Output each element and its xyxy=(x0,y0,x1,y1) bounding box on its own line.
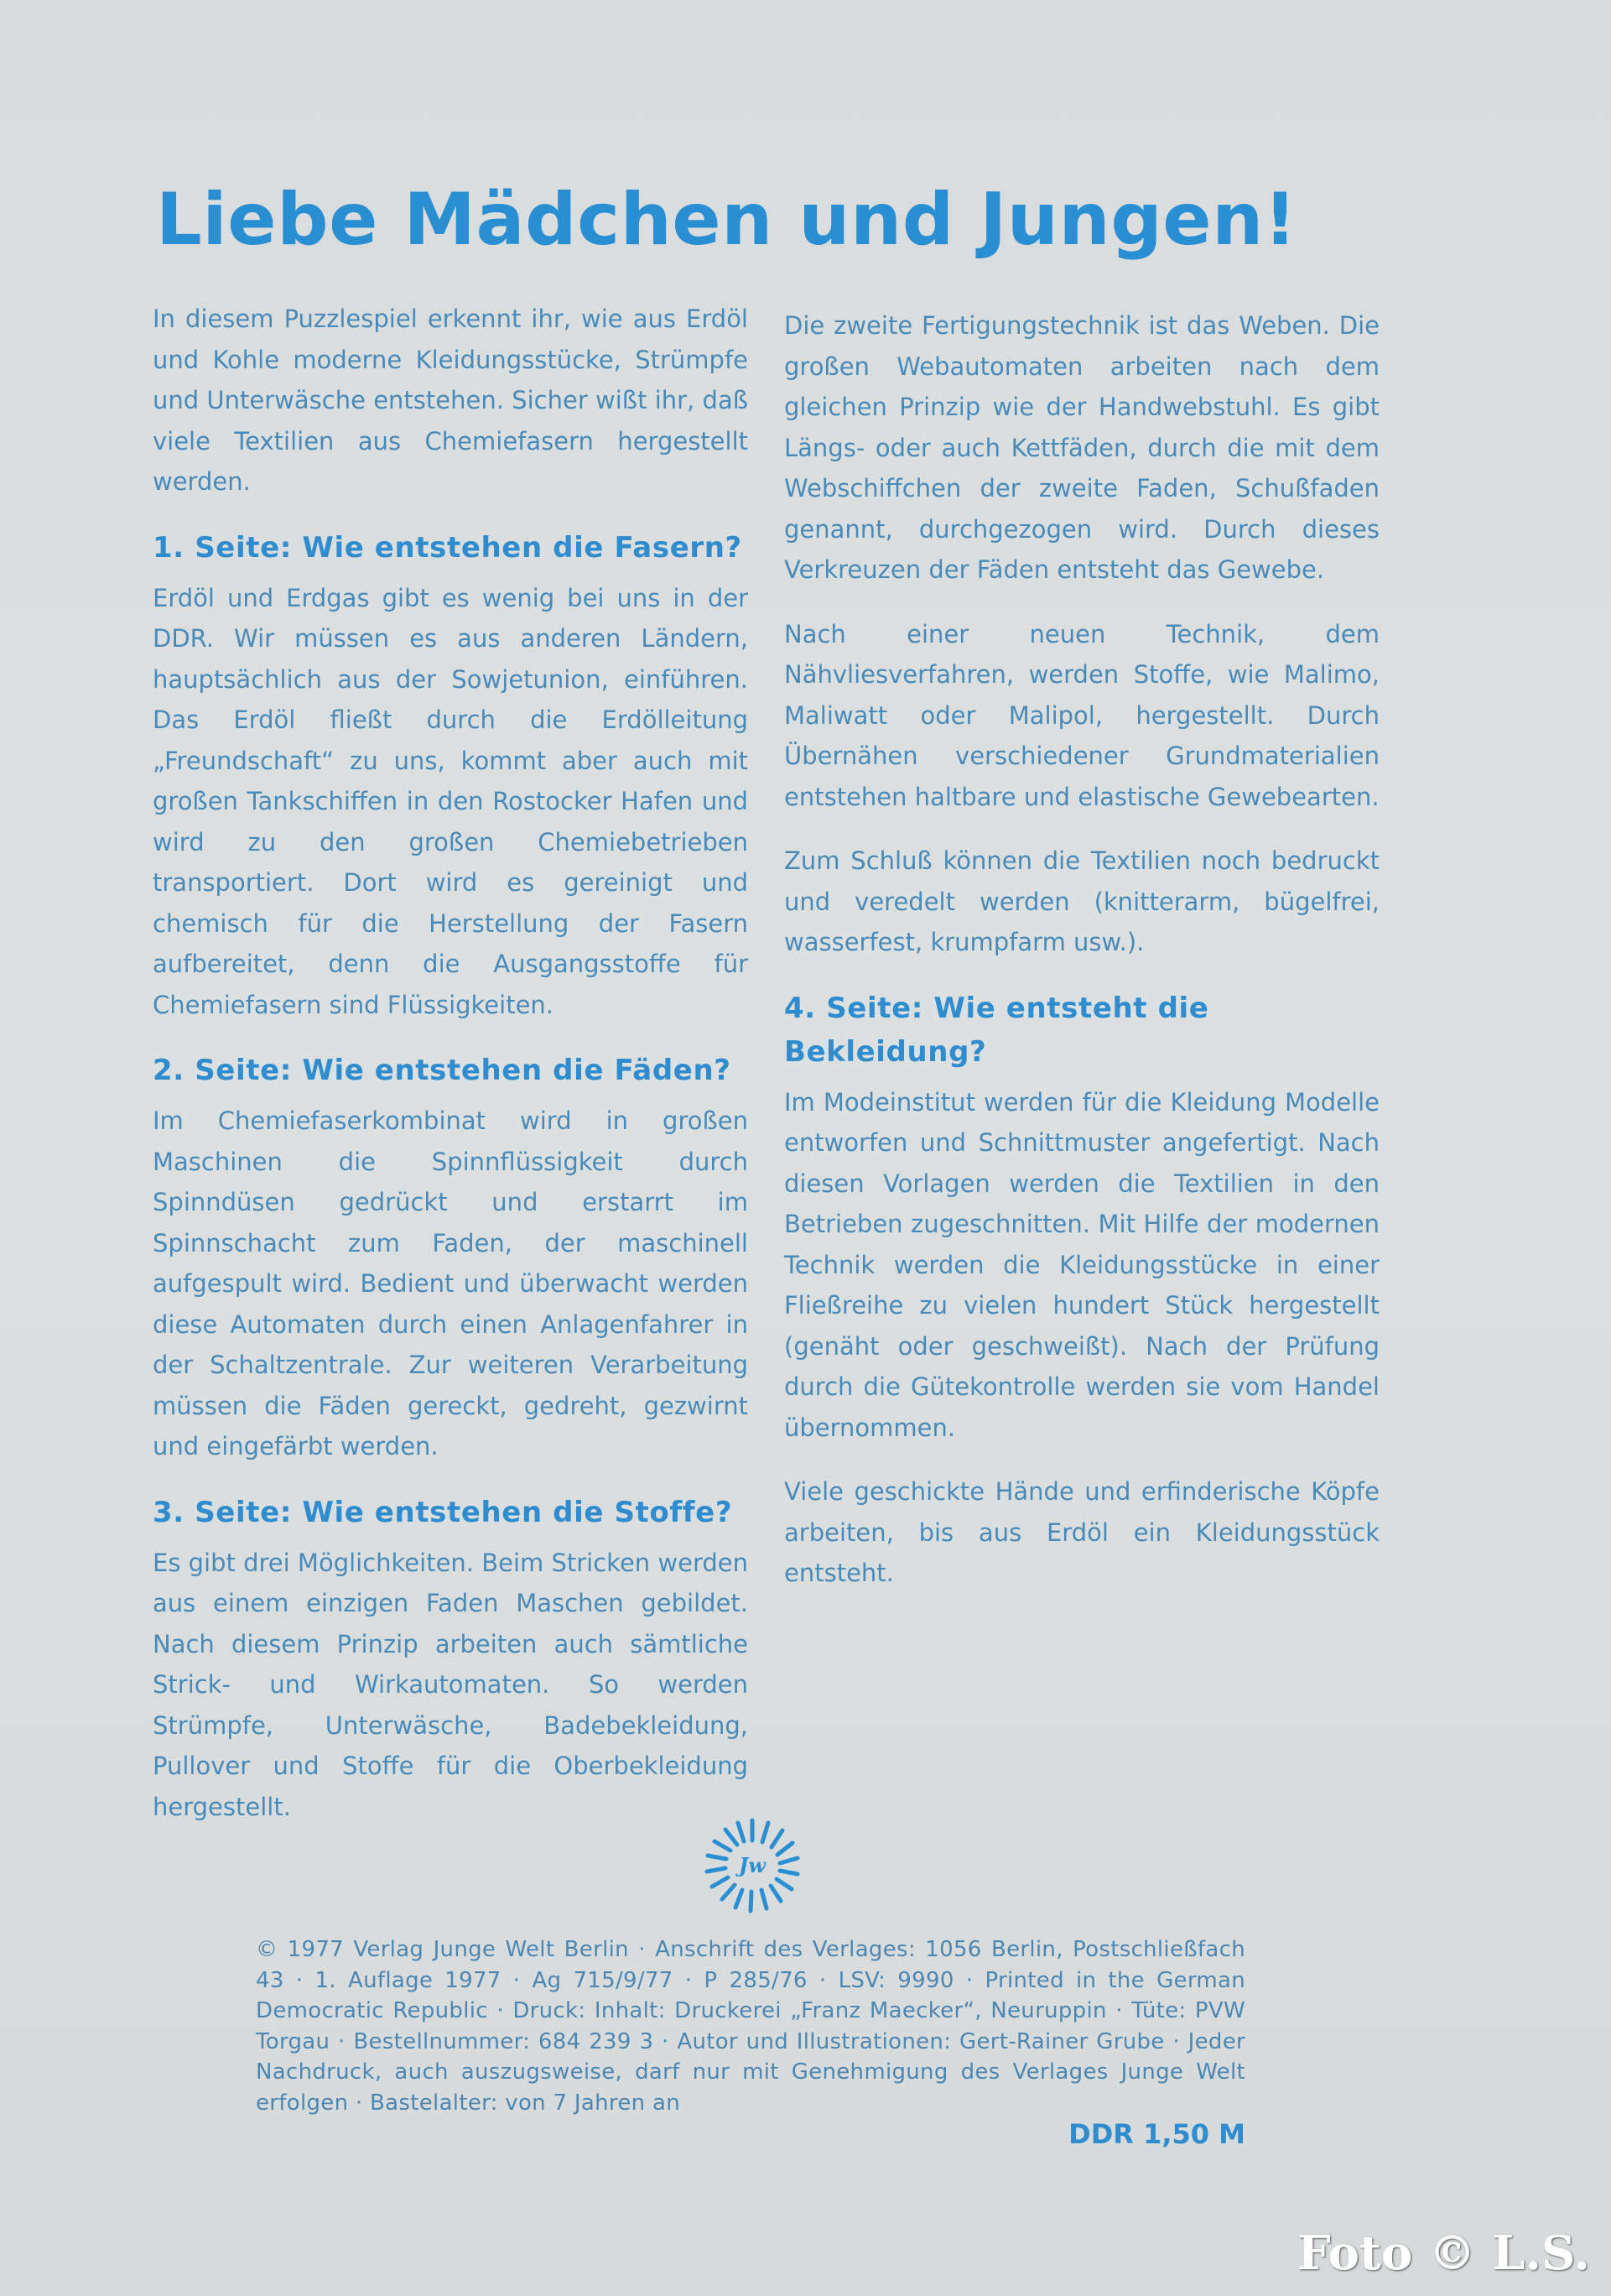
logo-lettering: Jw xyxy=(738,1853,767,1877)
photo-credit-watermark: Foto © L.S. xyxy=(1297,2226,1590,2281)
section-3-paragraph-4: Zum Schluß können die Textilien noch bedruckt und veredelt werden (knitterarm, bügelfrei, wasserfest, krumpfarm usw.). xyxy=(784,846,1380,956)
section-1-heading: 1. Seite: Wie entstehen die Fasern? xyxy=(153,530,742,565)
section-3-paragraph-1: Es gibt drei Möglichkeiten. Beim Stricken werden aus einem einzigen Faden Maschen gebildet. Nach diesem Prinzip arbeiten auch sämtliche Strick- und Wirkautomaten. So werden Strümpfe, Unterwäsche, Badebekleidung, Pullover und Stoffe für die Oberbekleidung hergestellt. xyxy=(153,1548,748,1821)
intro-paragraph: In diesem Puzzlespiel erkennt ihr, wie aus Erdöl und Kohle moderne Kleidungsstücke, Strümpfe und Unterwäsche entstehen. Sicher wißt ihr, daß viele Textilien aus Chemiefasern hergestellt werden. xyxy=(153,305,748,496)
section-4-paragraph-2: Viele geschickte Hände und erfinderische Köpfe arbeiten, bis aus Erdöl ein Kleidungsstück entsteht. xyxy=(784,1477,1380,1587)
section-1-paragraph-1: Erdöl und Erdgas gibt es wenig bei uns in der DDR. Wir müssen es aus anderen Ländern, hauptsächlich aus der Sowjetunion, einführen. Das Erdöl fließt durch die Erdölleitung „Freundschaft“ zu uns, kommt aber auch mit großen Tankschiffen in den Rostocker Hafen und wird zu den großen Chemiebetrieben transportiert. Dort wird es gereinigt und chemisch für die Herstellung der Fasern aufbereitet, denn die Ausgangsstoffe für Chemiefasern sind Flüssigkeiten. xyxy=(153,583,748,1019)
text-column-left xyxy=(153,299,748,1851)
price-label: DDR 1,50 M xyxy=(1068,2118,1245,2150)
junge-welt-logo-icon xyxy=(698,1812,807,1921)
section-4-heading: 4. Seite: Wie entsteht die Bekleidung? xyxy=(784,991,1209,1069)
section-2-heading: 2. Seite: Wie entstehen die Fäden? xyxy=(153,1054,731,1087)
section-3-paragraph-2: Die zweite Fertigungstechnik ist das Weben. Die großen Webautomaten arbeiten nach dem gleichen Prinzip wie der Handwebstuhl. Es gibt Längs- oder auch Kettfäden, durch die mit dem Webschiffchen der zweite Faden, Schußfaden genannt, durchgezogen wird. Durch dieses Verkreuzen der Fäden entsteht das Gewebe. xyxy=(784,311,1380,584)
text-column-right xyxy=(784,305,1380,1617)
imprint-text: © 1977 Verlag Junge Welt Berlin · Anschrift des Verlages: 1056 Berlin, Postschließfach 43 · 1. Auflage 1977 · Ag 715/9/77 · P 285/76 · LSV: 9990 · Printed in the German Democratic Republic · Druck: Inhalt: Druckerei „Franz Maecker“, Neuruppin · Tüte: PVW Torgau · Bestellnummer: 684 239 3 · Autor und Illustrationen: Gert-Rainer Grube · Jeder Nachdruck, auch auszugsweise, darf nur mit Genehmigung des Verlages Junge Welt erfolgen · Bastelalter: von 7 Jahren an xyxy=(256,1937,1245,2116)
section-2-paragraph-1: Im Chemiefaserkombinat wird in großen Maschinen die Spinnflüssigkeit durch Spinndüsen gedrückt und erstarrt im Spinnschacht zum Faden, der maschinell aufgespult wird. Bedient und überwacht werden diese Automaten durch einen Anlagenfahrer in der Schaltzentrale. Zur weiteren Verarbeitung müssen die Fäden gereckt, gedreht, gezwirnt und eingefärbt werden. xyxy=(153,1106,748,1460)
section-3-paragraph-3: Nach einer neuen Technik, dem Nähvliesverfahren, werden Stoffe, wie Malimo, Maliwatt oder Malipol, hergestellt. Durch Übernähen verschiedener Grundmaterialien entstehen haltbare und elastische Gewebearten. xyxy=(784,619,1380,811)
section-3-heading: 3. Seite: Wie entstehen die Stoffe? xyxy=(153,1495,733,1529)
section-4-paragraph-1: Im Modeinstitut werden für die Kleidung Modelle entworfen und Schnittmuster angefertigt. Nach diesen Vorlagen werden die Textilien in den Betrieben zugeschnitten. Mit Hilfe der modernen Technik werden die Kleidungsstücke in einer Fließreihe zu vielen hundert Stück hergestellt (genäht oder geschweißt). Nach der Prüfung durch die Gütekontrolle werden sie vom Handel übernommen. xyxy=(784,1087,1380,1442)
page-title: Liebe Mädchen und Jungen! xyxy=(156,178,1297,262)
